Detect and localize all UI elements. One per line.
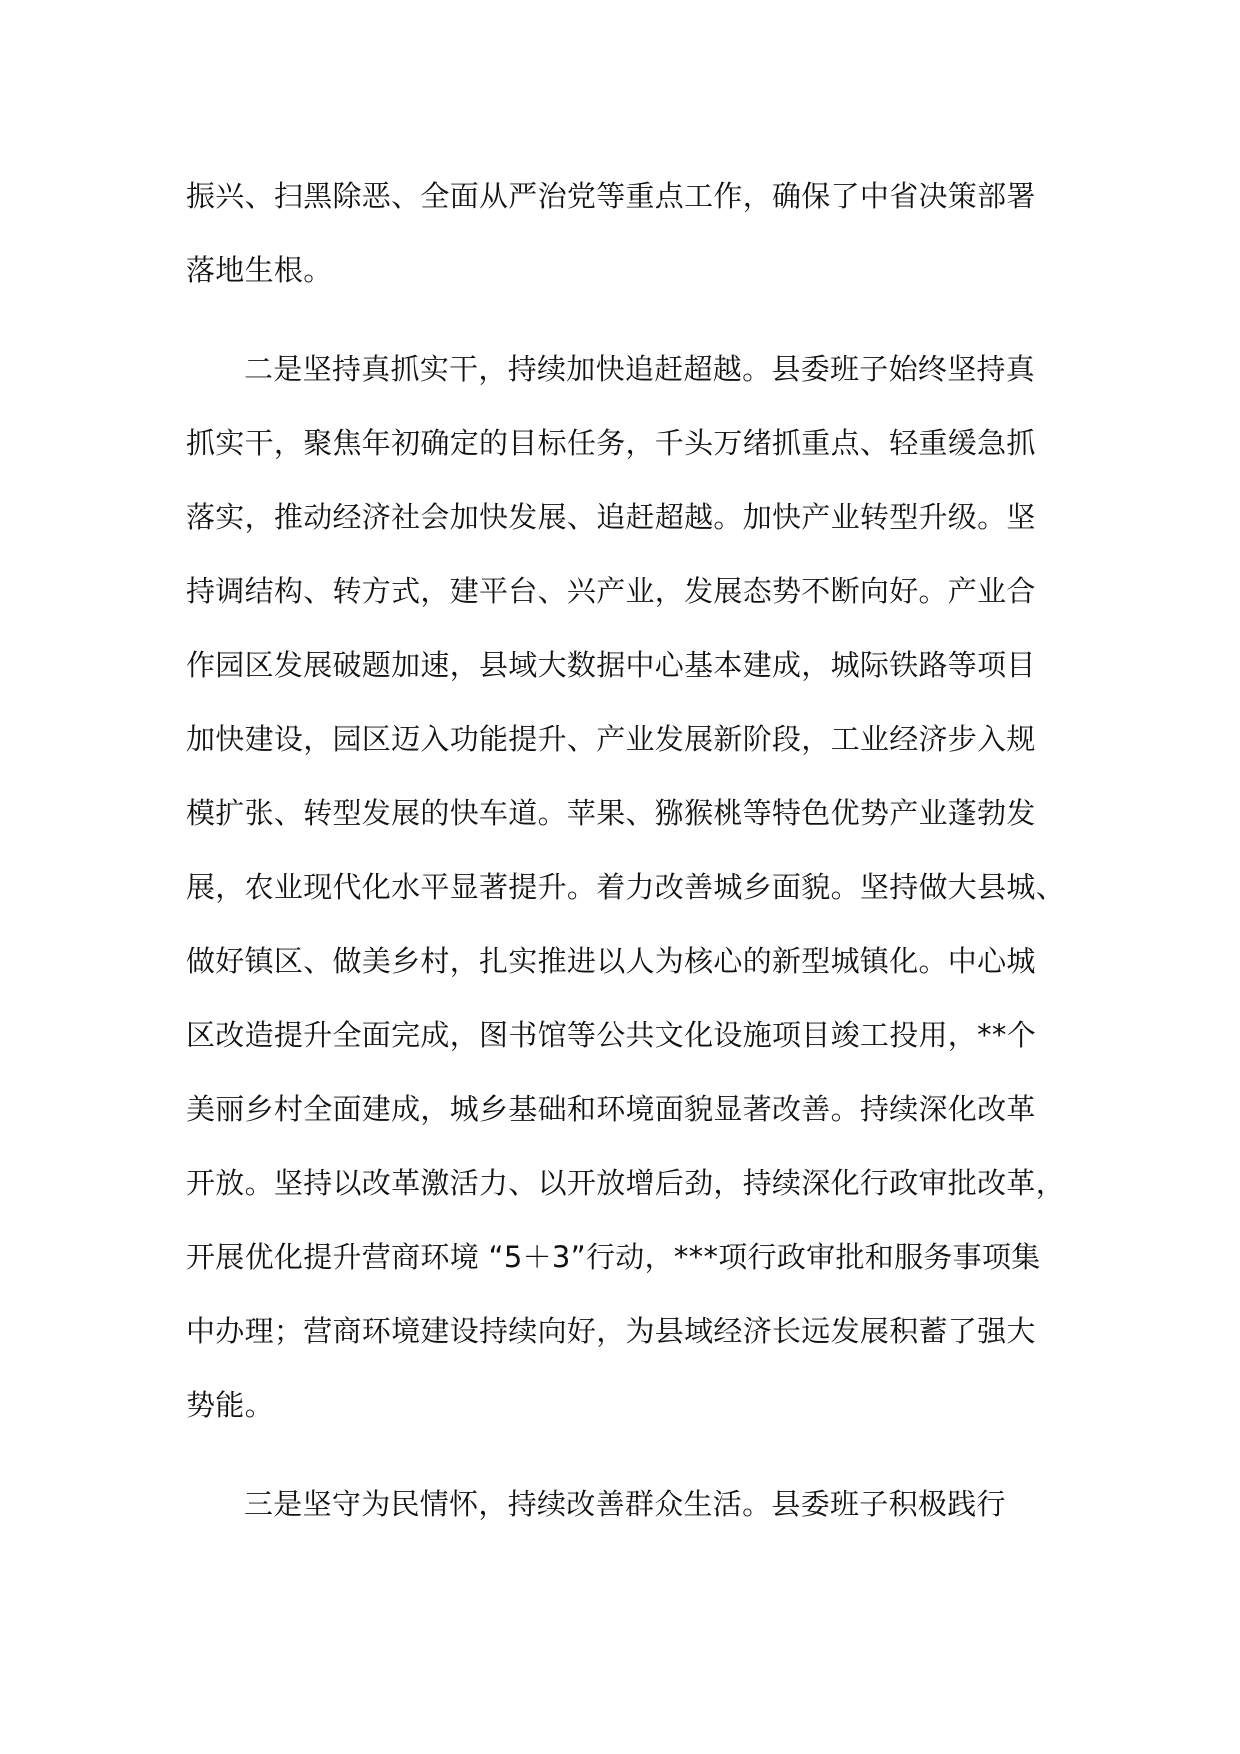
- text-line: 抓实干，聚焦年初确定的目标任务，千头万绪抓重点、轻重缓急抓: [186, 426, 1036, 460]
- text-line: 势能。: [186, 1388, 274, 1422]
- text-line: 加快建设，园区迈入功能提升、产业发展新阶段，工业经济步入规: [186, 722, 1036, 756]
- paragraph-gap: [186, 1442, 1076, 1467]
- paragraph-gap: [186, 307, 1076, 332]
- paragraph-first-line: 二是坚持真抓实干，持续加快追赶超越。县委班子始终坚持真: [244, 352, 1036, 386]
- text-line: 落地生根。: [186, 253, 333, 287]
- text-line: 做好镇区、做美乡村，扎实推进以人为核心的新型城镇化。中心城: [186, 944, 1036, 978]
- text-line: 模扩张、转型发展的快车道。苹果、猕猴桃等特色优势产业蓬勃发: [186, 796, 1036, 830]
- text-line: 落实，推动经济社会加快发展、追赶超越。加快产业转型升级。坚: [186, 500, 1036, 534]
- text-line: 展，农业现代化水平显著提升。着力改善城乡面貌。坚持做大县城、: [186, 870, 1066, 904]
- text-line: 振兴、扫黑除恶、全面从严治党等重点工作，确保了中省决策部署: [186, 179, 1036, 213]
- text-line: 区改造提升全面完成，图书馆等公共文化设施项目竣工投用，**个: [186, 1018, 1037, 1052]
- text-line: 中办理；营商环境建设持续向好，为县域经济长远发展积蓄了强大: [186, 1314, 1036, 1348]
- text-line: 美丽乡村全面建成，城乡基础和环境面貌显著改善。持续深化改革: [186, 1092, 1036, 1126]
- document-body: [186, 159, 1076, 1541]
- text-line: 开放。坚持以改革激活力、以开放增后劲，持续深化行政审批改革，: [186, 1166, 1066, 1200]
- text-line: 作园区发展破题加速，县域大数据中心基本建成，城际铁路等项目: [186, 648, 1036, 682]
- paragraph-first-line: 三是坚守为民情怀，持续改善群众生活。县委班子积极践行: [244, 1487, 1006, 1521]
- text-line: 开展优化提升营商环境 “5＋3”行动，***项行政审批和服务事项集: [186, 1240, 1041, 1274]
- text-line: 持调结构、转方式，建平台、兴产业，发展态势不断向好。产业合: [186, 574, 1036, 608]
